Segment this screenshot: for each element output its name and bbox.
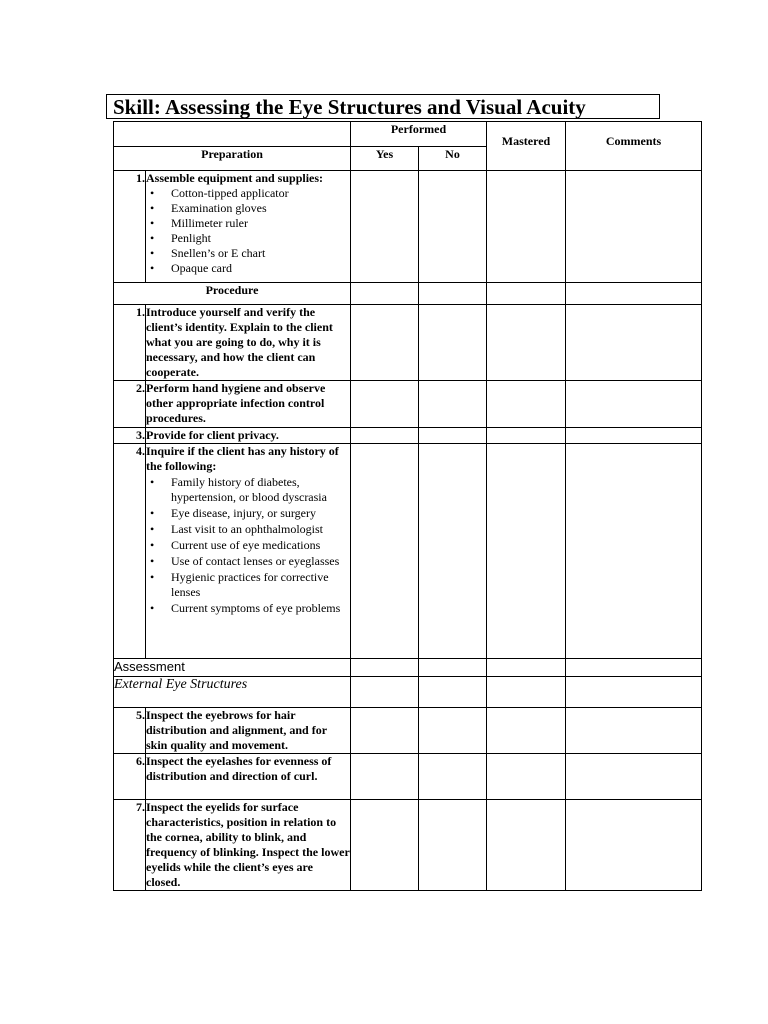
mastered-cell bbox=[487, 381, 566, 428]
yes-cell bbox=[351, 171, 419, 283]
comments-cell bbox=[566, 659, 702, 677]
list-item: • Snellen’s or E chart bbox=[146, 246, 350, 261]
step-instruction: Inquire if the client has any history of the following: bbox=[146, 444, 339, 473]
yes-cell bbox=[351, 708, 419, 754]
comments-cell bbox=[566, 381, 702, 428]
step-text: Introduce yourself and verify the client’s identity. Explain to the client what you are going to do, why it is necessary, and how the client can cooperate. bbox=[146, 305, 351, 381]
procedure-step-row bbox=[114, 428, 702, 444]
step-number: 7. bbox=[114, 800, 146, 891]
list-item: • Cotton-tipped applicator bbox=[146, 186, 350, 201]
no-cell bbox=[419, 381, 487, 428]
no-cell bbox=[419, 708, 487, 754]
step-text bbox=[146, 444, 351, 659]
step-text: Perform hand hygiene and observe other appropriate infection control procedures. bbox=[146, 381, 351, 428]
step-number: 1. bbox=[114, 305, 146, 381]
mastered-cell bbox=[487, 283, 566, 305]
no-cell bbox=[419, 659, 487, 677]
subsection-heading-row bbox=[114, 677, 702, 708]
comments-cell bbox=[566, 283, 702, 305]
step-number: 2. bbox=[114, 381, 146, 428]
no-cell bbox=[419, 171, 487, 283]
mastered-cell bbox=[487, 444, 566, 659]
list-item: • Family history of diabetes, hypertension, or blood dyscrasia bbox=[146, 475, 350, 505]
list-item: • Last visit to an ophthalmologist bbox=[146, 522, 350, 537]
assessment-step-row bbox=[114, 754, 702, 800]
procedure-heading-row bbox=[114, 283, 702, 305]
comments-cell bbox=[566, 428, 702, 444]
no-cell bbox=[419, 800, 487, 891]
step-instruction: Assemble equipment and supplies: bbox=[146, 171, 324, 185]
header-row-top bbox=[114, 122, 702, 147]
comments-cell bbox=[566, 708, 702, 754]
comments-cell bbox=[566, 754, 702, 800]
no-cell bbox=[419, 428, 487, 444]
yes-cell bbox=[351, 428, 419, 444]
list-item: • Millimeter ruler bbox=[146, 216, 350, 231]
step-text bbox=[146, 171, 351, 283]
list-item: • Hygienic practices for corrective lenses bbox=[146, 570, 350, 600]
preparation-step-row bbox=[114, 171, 702, 283]
assessment-step-row bbox=[114, 708, 702, 754]
yes-cell bbox=[351, 381, 419, 428]
procedure-step-row bbox=[114, 444, 702, 659]
comments-cell bbox=[566, 800, 702, 891]
step-number: 5. bbox=[114, 708, 146, 754]
list-item: • Opaque card bbox=[146, 261, 350, 276]
list-item: • Current use of eye medications bbox=[146, 538, 350, 553]
yes-cell bbox=[351, 283, 419, 305]
yes-cell bbox=[351, 305, 419, 381]
list-item: • Use of contact lenses or eyeglasses bbox=[146, 554, 350, 569]
performed-header: Performed bbox=[351, 122, 487, 147]
comments-cell bbox=[566, 677, 702, 708]
mastered-cell bbox=[487, 659, 566, 677]
comments-cell bbox=[566, 305, 702, 381]
assessment-step-row bbox=[114, 800, 702, 891]
step-number: 4. bbox=[114, 444, 146, 659]
mastered-cell bbox=[487, 754, 566, 800]
comments-cell bbox=[566, 444, 702, 659]
mastered-cell bbox=[487, 428, 566, 444]
yes-cell bbox=[351, 754, 419, 800]
preparation-header: Preparation bbox=[114, 147, 351, 171]
yes-cell bbox=[351, 677, 419, 708]
list-item: • Examination gloves bbox=[146, 201, 350, 216]
comments-header: Comments bbox=[566, 122, 702, 171]
no-cell bbox=[419, 305, 487, 381]
skill-checklist-table bbox=[113, 121, 702, 891]
step-text: Inspect the eyelids for surface characteristics, position in relation to the cornea, ability to blink, and frequency of blinking. Inspect the lower eyelids while the client’s eyes are closed. bbox=[146, 800, 350, 889]
mastered-cell bbox=[487, 305, 566, 381]
yes-cell bbox=[351, 659, 419, 677]
mastered-cell bbox=[487, 677, 566, 708]
list-item: • Eye disease, injury, or surgery bbox=[146, 506, 350, 521]
header-blank-cell bbox=[114, 122, 351, 147]
step-number: 3. bbox=[114, 428, 146, 444]
step-text: Inspect the eyebrows for hair distribution and alignment, and for skin quality and movement. bbox=[146, 708, 351, 754]
no-cell bbox=[419, 283, 487, 305]
mastered-header: Mastered bbox=[487, 122, 566, 171]
no-header: No bbox=[419, 147, 487, 171]
supply-list bbox=[146, 186, 350, 276]
mastered-cell bbox=[487, 171, 566, 283]
list-item: • Penlight bbox=[146, 231, 350, 246]
comments-cell bbox=[566, 171, 702, 283]
procedure-heading: Procedure bbox=[114, 283, 351, 305]
step-text: Provide for client privacy. bbox=[146, 428, 351, 444]
assessment-heading-row bbox=[114, 659, 702, 677]
step-number: 1. bbox=[114, 171, 146, 283]
mastered-cell bbox=[487, 708, 566, 754]
yes-header: Yes bbox=[351, 147, 419, 171]
step-text: Inspect the eyelashes for evenness of distribution and direction of curl. bbox=[146, 754, 351, 800]
history-list bbox=[146, 475, 350, 616]
procedure-step-row bbox=[114, 305, 702, 381]
procedure-step-row bbox=[114, 381, 702, 428]
mastered-cell bbox=[487, 800, 566, 891]
list-item: • Current symptoms of eye problems bbox=[146, 601, 350, 616]
page-title: Skill: Assessing the Eye Structures and Visual Acuity bbox=[106, 94, 660, 119]
no-cell bbox=[419, 754, 487, 800]
assessment-heading: Assessment bbox=[114, 659, 351, 677]
no-cell bbox=[419, 677, 487, 708]
step-number: 6. bbox=[114, 754, 146, 800]
yes-cell bbox=[351, 800, 419, 891]
no-cell bbox=[419, 444, 487, 659]
yes-cell bbox=[351, 444, 419, 659]
external-eye-structures-heading: External Eye Structures bbox=[114, 677, 351, 708]
